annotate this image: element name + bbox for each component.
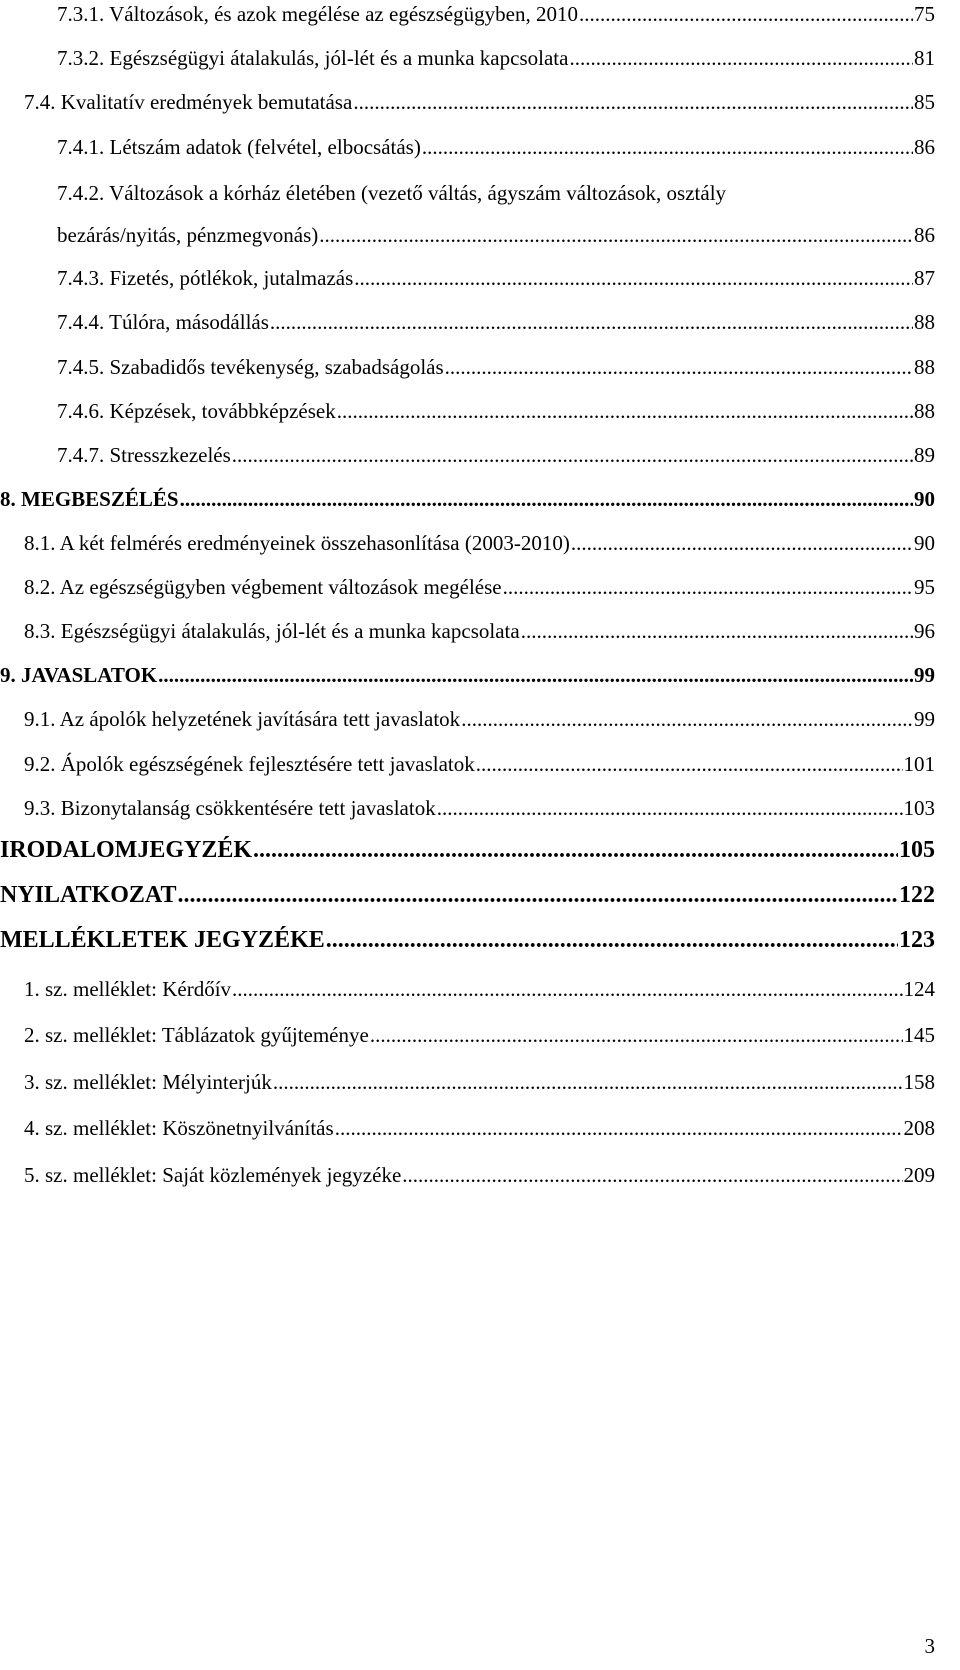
toc-page-number: 103 <box>903 796 935 820</box>
page-footer-number: 3 <box>924 1634 935 1658</box>
toc-leader-dots <box>503 573 913 601</box>
toc-leader-dots <box>402 1161 902 1189</box>
toc-entry-label: 8.3. Egészségügyi átalakulás, jól-lét és a munka kapcsolata <box>24 619 520 643</box>
toc-leader-dots <box>326 926 898 954</box>
toc-entry-label: 7.4. Kvalitatív eredmények bemutatása <box>24 90 353 114</box>
toc-entry-label: 9.2. Ápolók egészségének fejlesztésére tett javaslatok <box>24 752 475 776</box>
toc-page-number: 99 <box>914 663 935 687</box>
toc-entry-label: 5. sz. melléklet: Saját közlemények jegyzéke <box>24 1163 402 1187</box>
toc-page-number: 208 <box>903 1116 935 1140</box>
toc-page-number: 124 <box>903 977 935 1001</box>
toc-entry-label: 7.4.6. Képzések, továbbképzések <box>57 399 336 423</box>
toc-entry-label: 7.3.1. Változások, és azok megélése az egészségügyben, 2010 <box>57 2 578 26</box>
toc-leader-dots <box>579 0 913 28</box>
toc-entry-label: 7.4.4. Túlóra, másodállás <box>57 310 269 334</box>
toc-leader-dots <box>319 221 913 249</box>
toc-page-number: 88 <box>914 355 935 379</box>
toc-entry-label: 9. JAVASLATOK <box>0 663 158 687</box>
toc-entry-label: 7.3.2. Egészségügyi átalakulás, jól-lét és a munka kapcsolata <box>57 46 569 70</box>
toc-entry-label: 7.4.5. Szabadidős tevékenység, szabadságolás <box>57 355 444 379</box>
toc-leader-dots <box>571 529 913 557</box>
toc-leader-dots <box>370 1021 903 1049</box>
toc-page-number: 96 <box>914 619 935 643</box>
toc-page-number: 95 <box>914 575 935 599</box>
toc-leader-dots <box>177 881 898 909</box>
toc-entry-label: 9.1. Az ápolók helyzetének javítására tett javaslatok <box>24 707 461 731</box>
toc-leader-dots <box>353 88 913 116</box>
toc-leader-dots <box>422 133 913 161</box>
toc-page-number: 145 <box>903 1023 935 1047</box>
toc-entry-label: 3. sz. melléklet: Mélyinterjúk <box>24 1070 272 1094</box>
toc-leader-dots <box>521 617 913 645</box>
toc-leader-dots <box>273 1068 903 1096</box>
toc-page-number: 88 <box>914 399 935 423</box>
toc-leader-dots <box>232 441 913 469</box>
toc-entry-label: 2. sz. melléklet: Táblázatok gyűjteménye <box>24 1023 369 1047</box>
toc-page-number: 75 <box>914 2 935 26</box>
toc-leader-dots <box>354 264 913 292</box>
toc-entry-label: NYILATKOZAT <box>0 882 177 908</box>
toc-page-number: 81 <box>914 46 935 70</box>
toc-entry-label: 7.4.7. Stresszkezelés <box>57 443 231 467</box>
toc-entry-label: 8.1. A két felmérés eredményeinek összehasonlítása (2003-2010) <box>24 531 570 555</box>
toc-page-number: 90 <box>914 487 935 511</box>
toc-page-number: 90 <box>914 531 935 555</box>
toc-leader-dots <box>253 836 898 864</box>
toc-page-number: 123 <box>899 927 935 953</box>
toc-entry-label: 9.3. Bizonytalanság csökkentésére tett javaslatok <box>24 796 436 820</box>
toc-entry-label: MELLÉKLETEK JEGYZÉKE <box>0 927 325 953</box>
toc-page-number: 87 <box>914 266 935 290</box>
toc-page-number: 99 <box>914 707 935 731</box>
toc-entry-label: 8.2. Az egészségügyben végbement változások megélése <box>24 575 502 599</box>
toc-entry-label: IRODALOMJEGYZÉK <box>0 837 253 863</box>
toc-leader-dots <box>335 1114 903 1142</box>
toc-leader-dots <box>232 975 902 1003</box>
toc-page-number: 209 <box>903 1163 935 1187</box>
toc-entry-label: 7.4.1. Létszám adatok (felvétel, elbocsátás) <box>57 135 421 159</box>
toc-page-number: 86 <box>914 223 935 247</box>
toc-leader-dots <box>445 353 913 381</box>
toc-entry-label: 8. MEGBESZÉLÉS <box>0 487 179 511</box>
toc-leader-dots <box>158 661 913 689</box>
toc-page-number: 101 <box>903 752 935 776</box>
toc-page-number: 105 <box>899 837 935 863</box>
toc-leader-dots <box>270 308 913 336</box>
toc-page-number: 85 <box>914 90 935 114</box>
toc-leader-dots <box>437 794 903 822</box>
toc-leader-dots <box>461 705 913 733</box>
toc-page-number: 89 <box>914 443 935 467</box>
toc-entry-label: 1. sz. melléklet: Kérdőív <box>24 977 232 1001</box>
toc-entry-label: 4. sz. melléklet: Köszönetnyilvánítás <box>24 1116 334 1140</box>
toc-leader-dots <box>180 485 913 513</box>
toc-page-number: 88 <box>914 310 935 334</box>
toc-entry-label: 7.4.2. Változások a kórház életében (vezető váltás, ágyszám változások, osztály <box>57 181 727 205</box>
toc-leader-dots <box>569 44 913 72</box>
toc-page-number: 122 <box>899 882 935 908</box>
toc-leader-dots <box>337 397 913 425</box>
toc-entry-continuation: bezárás/nyitás, pénzmegvonás) <box>57 223 319 247</box>
toc-page-number: 86 <box>914 135 935 159</box>
toc-page-number: 158 <box>903 1070 935 1094</box>
toc-leader-dots <box>476 750 903 778</box>
toc-entry-label: 7.4.3. Fizetés, pótlékok, jutalmazás <box>57 266 354 290</box>
